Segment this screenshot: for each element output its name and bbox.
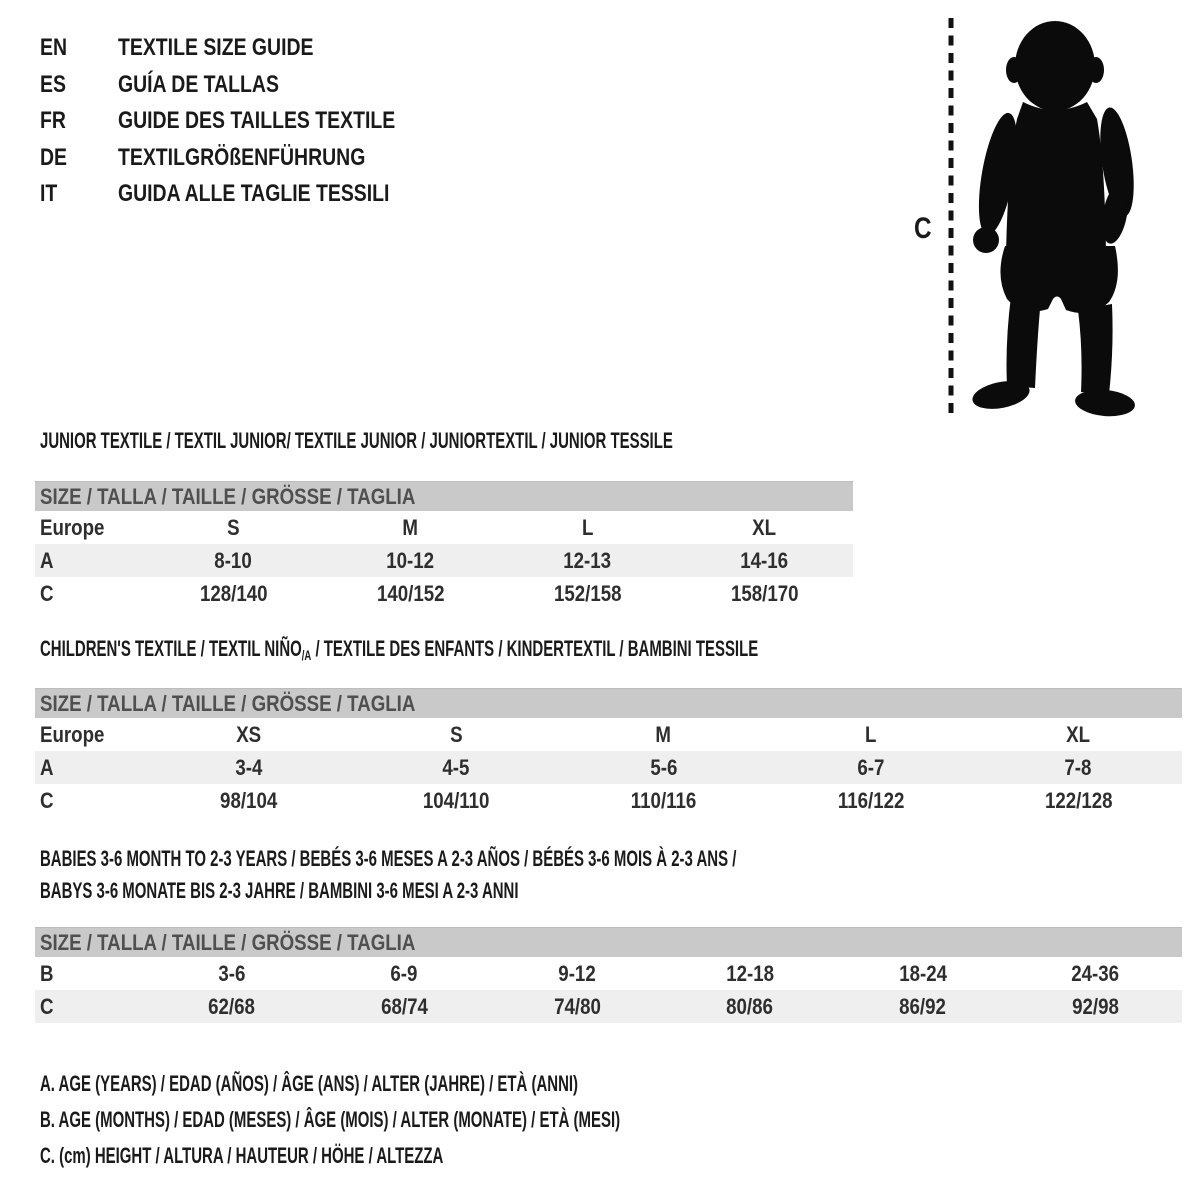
language-code: ES	[40, 70, 66, 98]
table-cell: 140/152	[376, 580, 445, 606]
table-cell: 9-12	[558, 960, 596, 986]
table-cell: 68/74	[318, 990, 491, 1023]
language-row	[40, 30, 460, 67]
table-header-row	[35, 928, 1182, 958]
row-label-cell: A	[35, 751, 145, 784]
row-label-cell: Europe	[40, 514, 105, 540]
table-cell: 5-6	[560, 751, 767, 784]
row-label-cell: B	[40, 960, 54, 986]
size-header-cell: SIZE / TALLA / TAILLE / GRÖSSE / TAGLIA	[35, 928, 1182, 958]
table-cell: 86/92	[836, 990, 1009, 1023]
row-label-cell: A	[35, 544, 145, 577]
height-measure-label: C	[914, 212, 932, 245]
language-code: FR	[40, 107, 66, 135]
table-cell: 10-12	[322, 544, 499, 577]
table-cell: S	[227, 514, 240, 540]
table-cell: 128/140	[199, 580, 268, 606]
table-cell: 74/80	[491, 990, 664, 1023]
table-row	[35, 511, 853, 544]
table-cell: 104/110	[422, 787, 490, 813]
table-cell: 24-36	[1071, 960, 1120, 986]
language-label: GUIDA ALLE TAGLIE TESSILI	[118, 180, 390, 208]
table-cell: 98/104	[220, 787, 278, 813]
table-cell: 14-16	[676, 544, 853, 577]
table-cell: 3-6	[217, 960, 245, 986]
row-label-cell: Europe	[40, 721, 105, 747]
language-row	[40, 67, 460, 104]
table-cell: 12-13	[499, 544, 676, 577]
language-label: TEXTILE SIZE GUIDE	[118, 34, 314, 62]
table-row	[35, 784, 1182, 817]
table-row	[35, 751, 1182, 784]
language-label: TEXTILGRÖßENFÜHRUNG	[118, 143, 366, 171]
language-label: GUÍA DE TALLAS	[118, 70, 279, 98]
table-row	[35, 577, 853, 610]
size-header-cell: SIZE / TALLA / TAILLE / GRÖSSE / TAGLIA	[35, 482, 853, 512]
children-section-title: CHILDREN'S TEXTILE / TEXTIL $NIÑO_{/A}$ / TEXTILE DES ENFANTS / KINDERTEXTIL / BAMBINI TESSILE	[40, 636, 759, 663]
table-cell: M	[655, 721, 672, 747]
table-cell: XL	[1066, 721, 1091, 747]
table-cell: L	[865, 721, 877, 747]
babies-size-table	[35, 927, 1182, 1023]
language-list	[40, 30, 460, 213]
table-cell: S	[449, 721, 463, 747]
table-cell: 116/122	[837, 787, 905, 813]
table-cell: XL	[752, 514, 777, 540]
junior-section-title: JUNIOR TEXTILE / TEXTIL JUNIOR/ TEXTILE JUNIOR / JUNIORTEXTIL / JUNIOR TESSILE	[40, 428, 673, 453]
table-row	[35, 990, 1182, 1023]
table-cell: 6-9	[390, 960, 418, 986]
baby-silhouette-icon	[965, 14, 1149, 419]
table-cell: 110/116	[630, 787, 697, 813]
row-label-cell: C	[40, 580, 54, 606]
size-header-cell: SIZE / TALLA / TAILLE / GRÖSSE / TAGLIA	[35, 689, 1182, 719]
table-row	[35, 718, 1182, 751]
table-cell: 92/98	[1009, 990, 1182, 1023]
table-cell: 80/86	[663, 990, 836, 1023]
table-cell: 122/128	[1044, 787, 1113, 813]
height-measure-line-icon	[946, 14, 956, 418]
table-cell: 18-24	[898, 960, 947, 986]
language-code: EN	[40, 34, 68, 62]
language-code: IT	[40, 180, 58, 208]
junior-size-table	[35, 481, 853, 610]
title-subscript: /A	[301, 647, 312, 663]
footnote-line: C. (cm) HEIGHT / ALTURA / HAUTEUR / HÖHE / ALTEZZA	[40, 1143, 444, 1168]
table-cell: 8-10	[145, 544, 322, 577]
table-header-row	[35, 689, 1182, 719]
language-row	[40, 176, 460, 213]
footnotes	[40, 1066, 893, 1174]
table-header-row	[35, 482, 853, 512]
children-size-table	[35, 688, 1182, 817]
language-row	[40, 103, 460, 140]
table-cell: 158/170	[730, 580, 799, 606]
table-cell: 4-5	[352, 751, 559, 784]
table-row	[35, 544, 853, 577]
footnote-line: A. AGE (YEARS) / EDAD (AÑOS) / ÂGE (ANS) / ALTER (JAHRE) / ETÀ (ANNI)	[40, 1071, 579, 1096]
footnote-line: B. AGE (MONTHS) / EDAD (MESES) / ÂGE (MOIS) / ALTER (MONATE) / ETÀ (MESI)	[40, 1107, 621, 1132]
table-cell: 3-4	[145, 751, 352, 784]
table-cell: 7-8	[975, 751, 1182, 784]
table-cell: XS	[236, 721, 262, 747]
row-label-cell: C	[35, 990, 145, 1023]
language-row	[40, 140, 460, 177]
table-cell: M	[402, 514, 419, 540]
table-cell: 152/158	[553, 580, 622, 606]
table-cell: 6-7	[767, 751, 974, 784]
language-code: DE	[40, 143, 68, 171]
row-label-cell: C	[40, 787, 54, 813]
table-cell: 62/68	[145, 990, 318, 1023]
table-row	[35, 957, 1182, 990]
language-label: GUIDE DES TAILLES TEXTILE	[118, 107, 396, 135]
babies-section-title: BABIES 3-6 MONTH TO 2-3 YEARS / BEBÉS 3-6 MESES A 2-3 AÑOS / BÉBÉS 3-6 MOIS À 2-3 ANS / BABYS 3-6 MONATE BIS 2-3 JAHRE / BAMBINI 3-6 MESI A 2-3 ANNI	[40, 846, 737, 903]
table-cell: 12-18	[725, 960, 774, 986]
table-cell: L	[581, 514, 594, 540]
